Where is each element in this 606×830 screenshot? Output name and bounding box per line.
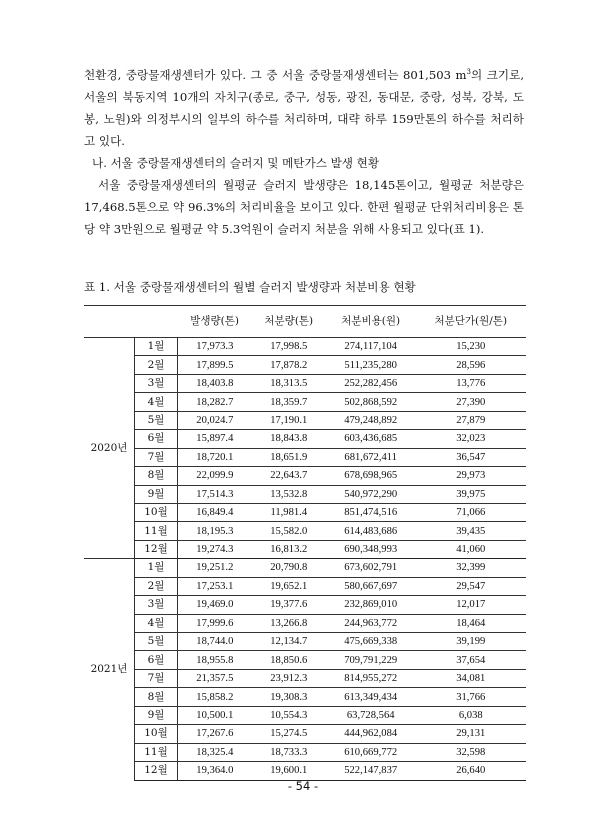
disposal-cell: 13,266.8 xyxy=(252,614,326,632)
cost-cell: 511,235,280 xyxy=(326,356,416,374)
header-unit-cost: 처분단가(원/톤) xyxy=(416,306,526,338)
month-cell: 12월 xyxy=(135,762,178,780)
page-number: - 54 - xyxy=(287,779,319,793)
month-cell: 9월 xyxy=(135,706,178,724)
disposal-cell: 18,733.3 xyxy=(252,743,326,761)
month-cell: 1월 xyxy=(135,559,178,577)
disposal-cell: 19,308.3 xyxy=(252,688,326,706)
disposal-cell: 13,532.8 xyxy=(252,485,326,503)
generation-cell: 17,973.3 xyxy=(178,338,252,356)
generation-cell: 19,251.2 xyxy=(178,559,252,577)
unit-cost-cell: 41,060 xyxy=(416,540,526,558)
unit-cost-cell: 12,017 xyxy=(416,596,526,614)
table-row xyxy=(84,467,526,485)
unit-cost-cell: 13,776 xyxy=(416,374,526,392)
month-cell: 8월 xyxy=(135,467,178,485)
cost-cell: 502,868,592 xyxy=(326,393,416,411)
generation-cell: 22,099.9 xyxy=(178,467,252,485)
cost-cell: 479,248,892 xyxy=(326,411,416,429)
table-row xyxy=(84,762,526,780)
cost-cell: 475,669,338 xyxy=(326,633,416,651)
cost-cell: 673,602,791 xyxy=(326,559,416,577)
unit-cost-cell: 71,066 xyxy=(416,503,526,521)
unit-cost-cell: 6,038 xyxy=(416,706,526,724)
generation-cell: 18,744.0 xyxy=(178,633,252,651)
table-row xyxy=(84,669,526,687)
disposal-cell: 22,643.7 xyxy=(252,467,326,485)
cost-cell: 522,147,837 xyxy=(326,762,416,780)
header-cost: 처분비용(원) xyxy=(326,306,416,338)
table-body xyxy=(84,338,526,781)
header-year xyxy=(84,306,135,338)
cost-cell: 610,669,772 xyxy=(326,743,416,761)
generation-cell: 16,849.4 xyxy=(178,503,252,521)
table-row xyxy=(84,596,526,614)
cost-cell: 814,955,272 xyxy=(326,669,416,687)
unit-cost-cell: 29,547 xyxy=(416,577,526,595)
intro-text-part2: 의 크기로, 서울의 북동지역 10개의 자치구(종로, 중구, 성동, 광진, 동대문, 중랑, 성북, 강북, 도봉, 노원)와 의정부시의 일부의 하수를 처리하며, 대략 하루 159만톤의 하수를 처리하고 있다. xyxy=(84,68,525,148)
month-cell: 9월 xyxy=(135,485,178,503)
unit-cost-cell: 18,464 xyxy=(416,614,526,632)
table-row xyxy=(84,706,526,724)
cost-cell: 580,667,697 xyxy=(326,577,416,595)
unit-cost-cell: 39,199 xyxy=(416,633,526,651)
cost-cell: 603,436,685 xyxy=(326,430,416,448)
cost-cell: 444,962,084 xyxy=(326,725,416,743)
disposal-cell: 17,998.5 xyxy=(252,338,326,356)
unit-cost-cell: 31,766 xyxy=(416,688,526,706)
disposal-cell: 16,813.2 xyxy=(252,540,326,558)
header-disposal: 처분량(톤) xyxy=(252,306,326,338)
unit-cost-cell: 29,973 xyxy=(416,467,526,485)
generation-cell: 17,267.6 xyxy=(178,725,252,743)
table-row xyxy=(84,411,526,429)
body-paragraph: 서울 중랑물재생센터의 월평균 슬러지 발생량은 18,145톤이고, 월평균 처분량은 17,468.5톤으로 약 96.3%의 처리비율을 보이고 있다. 한편 월평균 단위처리비용은 톤당 약 3만원으로 월평균 약 5.3억원이 슬러지 처분을 위해 사용되고 있다(표 1). xyxy=(84,178,524,236)
unit-cost-cell: 37,654 xyxy=(416,651,526,669)
generation-cell: 19,274.3 xyxy=(178,540,252,558)
cost-cell: 681,672,411 xyxy=(326,448,416,466)
month-cell: 6월 xyxy=(135,430,178,448)
unit-cost-cell: 39,435 xyxy=(416,522,526,540)
generation-cell: 17,999.6 xyxy=(178,614,252,632)
table-row xyxy=(84,614,526,632)
table-row xyxy=(84,356,526,374)
unit-cost-cell: 39,975 xyxy=(416,485,526,503)
disposal-cell: 23,912.3 xyxy=(252,669,326,687)
month-cell: 2월 xyxy=(135,356,178,374)
table-row xyxy=(84,540,526,558)
month-cell: 11월 xyxy=(135,522,178,540)
month-cell: 1월 xyxy=(135,338,178,356)
intro-paragraph xyxy=(84,64,524,152)
cost-cell: 690,348,993 xyxy=(326,540,416,558)
disposal-cell: 18,313.5 xyxy=(252,374,326,392)
generation-cell: 18,403.8 xyxy=(178,374,252,392)
unit-cost-cell: 15,230 xyxy=(416,338,526,356)
year-cell: 2021년 xyxy=(84,559,135,780)
section-heading: 나. 서울 중랑물재생센터의 슬러지 및 메탄가스 발생 현황 xyxy=(92,156,380,170)
table-row xyxy=(84,633,526,651)
table-row xyxy=(84,448,526,466)
generation-cell: 18,955.8 xyxy=(178,651,252,669)
table-row xyxy=(84,559,526,577)
table-row xyxy=(84,725,526,743)
unit-cost-cell: 26,640 xyxy=(416,762,526,780)
cost-cell: 851,474,516 xyxy=(326,503,416,521)
disposal-cell: 10,554.3 xyxy=(252,706,326,724)
unit-cost-cell: 32,598 xyxy=(416,743,526,761)
disposal-cell: 18,843.8 xyxy=(252,430,326,448)
superscript-3: 3 xyxy=(466,68,471,77)
unit-cost-cell: 29,131 xyxy=(416,725,526,743)
cost-cell: 613,349,434 xyxy=(326,688,416,706)
table-row xyxy=(84,522,526,540)
generation-cell: 18,325.4 xyxy=(178,743,252,761)
cost-cell: 252,282,456 xyxy=(326,374,416,392)
unit-cost-cell: 27,390 xyxy=(416,393,526,411)
disposal-cell: 17,190.1 xyxy=(252,411,326,429)
disposal-cell: 18,359.7 xyxy=(252,393,326,411)
table-caption: 표 1. 서울 중랑물재생센터의 월별 슬러지 발생량과 처분비용 현황 xyxy=(84,280,416,294)
unit-cost-cell: 36,547 xyxy=(416,448,526,466)
unit-cost-cell: 28,596 xyxy=(416,356,526,374)
sludge-table xyxy=(84,305,526,781)
disposal-cell: 19,377.6 xyxy=(252,596,326,614)
header-month xyxy=(135,306,178,338)
unit-cost-cell: 32,399 xyxy=(416,559,526,577)
generation-cell: 18,195.3 xyxy=(178,522,252,540)
disposal-cell: 20,790.8 xyxy=(252,559,326,577)
disposal-cell: 19,600.1 xyxy=(252,762,326,780)
cost-cell: 540,972,290 xyxy=(326,485,416,503)
unit-cost-cell: 27,879 xyxy=(416,411,526,429)
disposal-cell: 15,582.0 xyxy=(252,522,326,540)
disposal-cell: 15,274.5 xyxy=(252,725,326,743)
generation-cell: 17,514.3 xyxy=(178,485,252,503)
table-row xyxy=(84,430,526,448)
generation-cell: 17,253.1 xyxy=(178,577,252,595)
generation-cell: 18,720.1 xyxy=(178,448,252,466)
cost-cell: 232,869,010 xyxy=(326,596,416,614)
cost-cell: 678,698,965 xyxy=(326,467,416,485)
disposal-cell: 11,981.4 xyxy=(252,503,326,521)
month-cell: 7월 xyxy=(135,669,178,687)
month-cell: 3월 xyxy=(135,596,178,614)
month-cell: 2월 xyxy=(135,577,178,595)
disposal-cell: 18,651.9 xyxy=(252,448,326,466)
month-cell: 12월 xyxy=(135,540,178,558)
generation-cell: 15,897.4 xyxy=(178,430,252,448)
cost-cell: 274,117,104 xyxy=(326,338,416,356)
disposal-cell: 12,134.7 xyxy=(252,633,326,651)
month-cell: 3월 xyxy=(135,374,178,392)
disposal-cell: 17,878.2 xyxy=(252,356,326,374)
table-row xyxy=(84,503,526,521)
cost-cell: 614,483,686 xyxy=(326,522,416,540)
intro-text-part1: 천환경, 중랑물재생센터가 있다. 그 중 서울 중랑물재생센터는 801,503 m xyxy=(84,68,467,82)
generation-cell: 10,500.1 xyxy=(178,706,252,724)
table-row xyxy=(84,374,526,392)
generation-cell: 19,469.0 xyxy=(178,596,252,614)
month-cell: 11월 xyxy=(135,743,178,761)
table-row xyxy=(84,485,526,503)
month-cell: 5월 xyxy=(135,633,178,651)
generation-cell: 19,364.0 xyxy=(178,762,252,780)
generation-cell: 21,357.5 xyxy=(178,669,252,687)
generation-cell: 18,282.7 xyxy=(178,393,252,411)
table-row xyxy=(84,393,526,411)
month-cell: 10월 xyxy=(135,503,178,521)
month-cell: 4월 xyxy=(135,614,178,632)
cost-cell: 63,728,564 xyxy=(326,706,416,724)
year-cell: 2020년 xyxy=(84,338,135,559)
table-row xyxy=(84,577,526,595)
month-cell: 8월 xyxy=(135,688,178,706)
unit-cost-cell: 32,023 xyxy=(416,430,526,448)
generation-cell: 15,858.2 xyxy=(178,688,252,706)
month-cell: 5월 xyxy=(135,411,178,429)
table-row xyxy=(84,651,526,669)
generation-cell: 20,024.7 xyxy=(178,411,252,429)
disposal-cell: 19,652.1 xyxy=(252,577,326,595)
unit-cost-cell: 34,081 xyxy=(416,669,526,687)
table-header-row xyxy=(84,306,526,338)
month-cell: 7월 xyxy=(135,448,178,466)
month-cell: 6월 xyxy=(135,651,178,669)
table-row xyxy=(84,338,526,356)
cost-cell: 244,963,772 xyxy=(326,614,416,632)
disposal-cell: 18,850.6 xyxy=(252,651,326,669)
table-row xyxy=(84,688,526,706)
table-row xyxy=(84,743,526,761)
month-cell: 10월 xyxy=(135,725,178,743)
header-generation: 발생량(톤) xyxy=(178,306,252,338)
generation-cell: 17,899.5 xyxy=(178,356,252,374)
month-cell: 4월 xyxy=(135,393,178,411)
cost-cell: 709,791,229 xyxy=(326,651,416,669)
